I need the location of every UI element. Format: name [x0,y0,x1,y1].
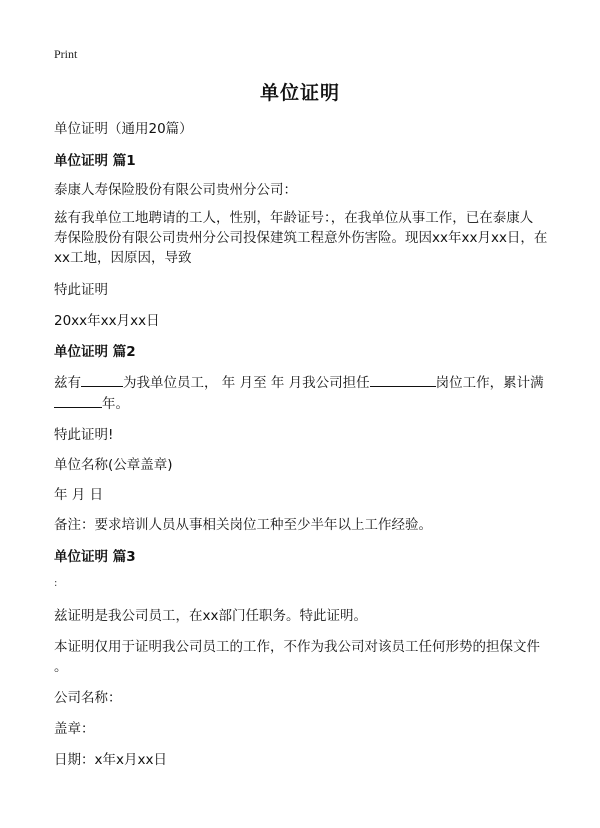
section-1-body [54,208,550,268]
section-1-heading: 单位证明 篇1 [54,153,136,169]
years-blank [54,393,102,408]
document-title: 单位证明 [259,82,340,104]
section-1-addressee: 泰康人寿保险股份有限公司贵州分公司： [54,182,297,198]
print-label: Print [54,47,78,61]
section-3-mark: : [54,578,58,589]
section-3-usage-line-2: 。 [54,659,68,675]
section-3-usage-line-1: 本证明仅用于证明我公司员工的工作，不作为我公司对该员工任何形势的担保文件 [54,639,540,655]
section-2-note: 备注：要求培训人员从事相关岗位工种至少半年以上工作经验。 [54,517,432,533]
section-3-date: 日期：x年x月xx日 [54,752,167,768]
section-2-closing: 特此证明! [54,427,114,443]
section-2-body-line-2 [54,393,550,414]
section-2-heading: 单位证明 篇2 [54,344,136,360]
name-blank [81,372,123,387]
section-2-body [54,372,550,414]
section-2-date: 年 月 日 [54,487,104,503]
document-subtitle: 单位证明（通用20篇） [54,121,193,137]
section-2-body-part-4: 年。 [102,396,129,412]
section-2-body-part-1: 兹有 [54,375,81,391]
position-blank [370,372,436,387]
section-3-body: 兹证明是我公司员工，在xx部门任职务。特此证明。 [54,608,367,624]
section-2-body-line-1 [54,372,550,393]
section-3-usage [54,637,550,677]
section-3-seal: 盖章： [54,721,95,737]
section-2-body-part-2: 为我单位员工， 年 月至 年 月我公司担任 [123,375,370,391]
section-3-company: 公司名称： [54,690,122,706]
section-1-closing: 特此证明 [54,282,108,298]
section-2-unit-name: 单位名称(公章盖章) [54,457,173,473]
section-3-heading: 单位证明 篇3 [54,549,136,565]
section-1-body-line-1: 兹有我单位工地聘请的工人，性别，年龄证号：，在我单位从事工作，已在泰康人 [54,210,534,226]
section-2-body-part-3: 岗位工作，累计满 [435,375,544,391]
section-1-body-line-3: xx工地，因原因，导致 [54,250,192,266]
section-1-date: 20xx年xx月xx日 [54,313,160,329]
section-1-body-line-2: 寿保险股份有限公司贵州分公司投保建筑工程意外伤害险。现因xx年xx月xx日，在 [54,230,548,246]
